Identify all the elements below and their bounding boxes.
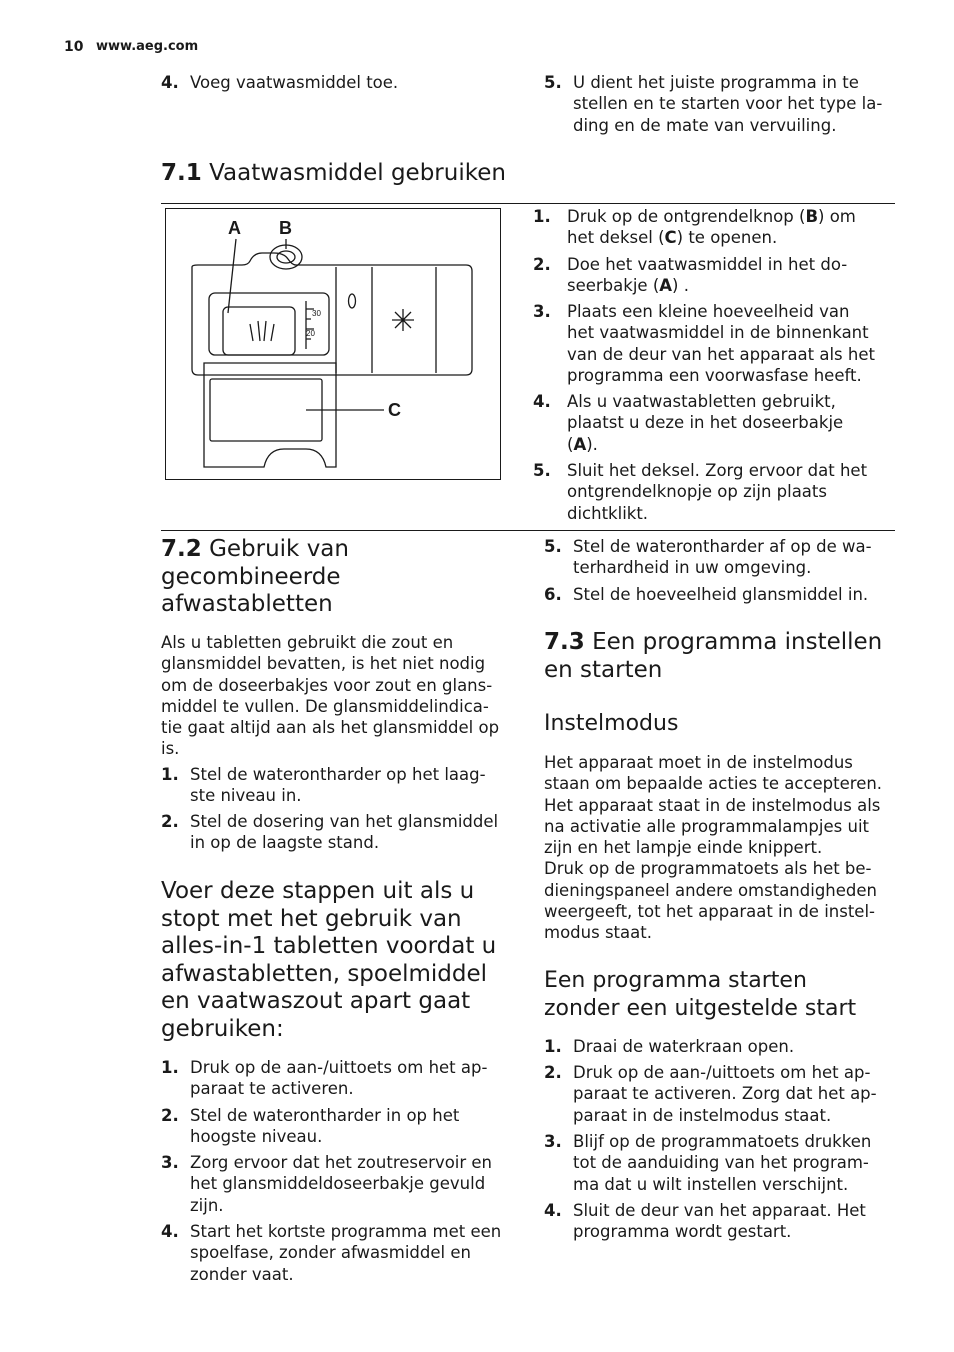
section-heading-7-3: 7.3 Een programma instellen en starten [544, 629, 883, 683]
site-url: www.aeg.com [96, 39, 199, 54]
label-c: C [388, 400, 401, 420]
scale-20: 20 [306, 329, 315, 338]
label-a: A [228, 218, 241, 238]
section-divider [161, 530, 895, 531]
page-number: 10 [64, 39, 84, 55]
dispenser-figure [165, 208, 501, 480]
list-number: 5. [544, 73, 562, 92]
list-number: 4. [161, 73, 179, 92]
list-text: Voeg vaatwasmiddel toe. [190, 73, 399, 92]
scale-30: 30 [312, 309, 321, 318]
section-divider [161, 203, 895, 204]
section-heading-7-2: 7.2 Gebruik van gecombineerde afwastabletten [161, 536, 349, 617]
instelmodus-heading: Instelmodus [544, 711, 679, 736]
section-heading-7-1: 7.1 Vaatwasmiddel gebruiken [161, 160, 506, 186]
instelmodus-text: Het apparaat moet in de instelmodus staan om bepaalde acties te accepteren. Het apparaat staat in de instelmodus als na activatie alle programmalampjes uit zijn en het lampje einde knippert. Druk op de programmatoets als het be- dieningspaneel andere omstandigheden weergeeft, tot het apparaat in de instel- modus staat. [544, 753, 883, 943]
start-heading: Een programma starten zonder een uitgestelde start [544, 968, 857, 1021]
list-text: U dient het juiste programma in te stellen en te starten voor het type la- ding en de mate van vervuiling. [573, 73, 883, 135]
dispenser-diagram [166, 209, 500, 479]
section-7-2-intro: Als u tabletten gebruikt die zout en glansmiddel bevatten, is het niet nodig om de doseerbakjes voor zout en glans- middel te vullen. De glansmiddelindica- tie gaat altijd aan als het glansmiddel op is. [161, 633, 500, 759]
sub-heading-tablets: Voer deze stappen uit als u stopt met het gebruik van alles-in-1 tabletten voordat u afwastabletten, spoelmiddel en vaatwaszout apart gaat gebruiken: [161, 878, 497, 1042]
label-b: B [279, 218, 292, 238]
